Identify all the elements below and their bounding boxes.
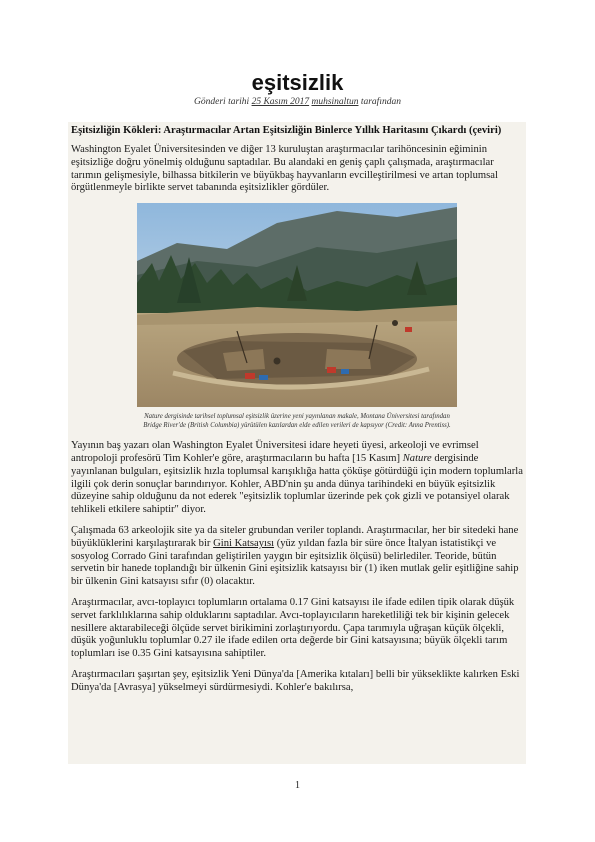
article-body xyxy=(68,122,526,764)
paragraph-gini-part-a: Çalışmada 63 arkeolojik site ya da siteler grubundan veriler toplandı. Araştırmacılar, her bir sitedeki hane büyüklüklerini karşılaştırarak bir xyxy=(71,524,519,549)
paragraph-gini xyxy=(71,525,523,589)
page-title: eşitsizlik xyxy=(251,70,344,95)
author-link[interactable]: muhsinaltun xyxy=(311,97,359,107)
article-figure xyxy=(137,203,457,430)
paragraph-hunter-gatherers: Araştırmacılar, avcı-toplayıcı toplumların ortalama 0.17 Gini katsayısı ile ifade edilen tipik olarak düşük servet farklılıklarına sahip olduklarını saptadılar. Avcı-toplayıcıların hareketliliği tek bir kişinin gelecek nesillere aktarabileceği ölçüde servet birikimini zorlaştırıyordu. Çapa tarımıyla uğraşan küçük ölçekli, düşük yoğunluklu toplumlar 0.27 ile ifade edilen orta değerde bir Gini katsayısına; büyük ölçekli tarım toplumları ise 0.35 Gini katsayısına sahiptiler. xyxy=(71,596,515,660)
journal-name: Nature xyxy=(402,452,432,464)
paragraph-intro: Washington Eyalet Üniversitesinden ve diğer 13 kuruluştan araştırmacılar tarihöncesinin eğiminin eşitsizliğe doğru yönelmiş olduğunu saptadılar. Bu alandaki en geniş çaplı çalışmada, araştırmacılar tarımın gelişmesiyle, bilhassa bitkilerin ve büyükbaş hayvanların evcilleştirilmesi ve artan toplumsal örgütlenmeyle birlikte servet tabanında eşitsizlikler gördüler. xyxy=(71,144,498,194)
byline-prefix: Gönderi tarihi xyxy=(194,97,250,107)
post-date-link[interactable]: 25 Kasım 2017 xyxy=(251,97,310,107)
paragraph-kohler-part-b: dergisinde yayınlanan bulguları, eşitsizlik hızla toplumsal karışıklığa hatta çöküşe götürdüğü için modern toplumlarla ilgili çok derin sonuçlar barındırıyor. Kohler, ABD'nin şu anda dünya tarihindeki en büyük eşitsizlik düzeyine sahip olduğunu da not ederek "eşitsizlik toplumlar üzerinde pek çok gizli ve potansiyel olarak tehlikeli etkilere sahiptir" diyor. xyxy=(71,452,523,516)
page-number: 1 xyxy=(295,780,300,791)
article-headline: Eşitsizliğin Kökleri: Araştırmacılar Artan Eşitsizliğin Binlerce Yıllık Haritasını Çıkardı (çeviri) xyxy=(71,125,502,136)
byline-suffix: tarafından xyxy=(360,97,401,107)
byline xyxy=(0,97,595,107)
paragraph-kohler-part-a: Yayının baş yazarı olan Washington Eyalet Üniversitesi idare heyeti üyesi, arkeoloji ve evrimsel antropoloji profesörü Tim Kohler'e göre, araştırmacıların bu hafta [15 Kasım] xyxy=(71,440,479,464)
figure-caption: Nature dergisinde tarihsel toplumsal eşitsizlik üzerine yeni yayınlanan makale, Montana Üniversitesi tarafından Bridge River'de (British Columbia) yürütülen kazılardan elde edilen verileri de kapsıyor (Credit: Anna Prentiss). xyxy=(143,413,451,430)
gini-coefficient-link[interactable]: Gini Katsayısı xyxy=(213,537,275,549)
paragraph-old-new-world: Araştırmacıları şaşırtan şey, eşitsizlik Yeni Dünya'da [Amerika kıtaları] belli bir yükseklikte kalırken Eski Dünya'da [Avrasya] yükselmeyi sürdürmesiydi. Kohler'e bakılırsa, xyxy=(71,668,520,693)
paragraph-kohler xyxy=(71,440,523,517)
paragraph-gini-part-b: (yüz yıldan fazla bir süre önce İtalyan istatistikçi ve sosyolog Corrado Gini tarafından geliştirilen yaygın bir eşitsizlik ölçüsü) belirlediler. Teoride, bütün servetin bir hanede toplandığı bir ülkenin Gini eşitsizlik katsayısı bir (1) iken mutlak gelir eşitliğine sahip bir ülkenin Gini katsayısı sıfır (0) olacaktır. xyxy=(71,537,519,588)
excavation-photo xyxy=(137,203,457,407)
